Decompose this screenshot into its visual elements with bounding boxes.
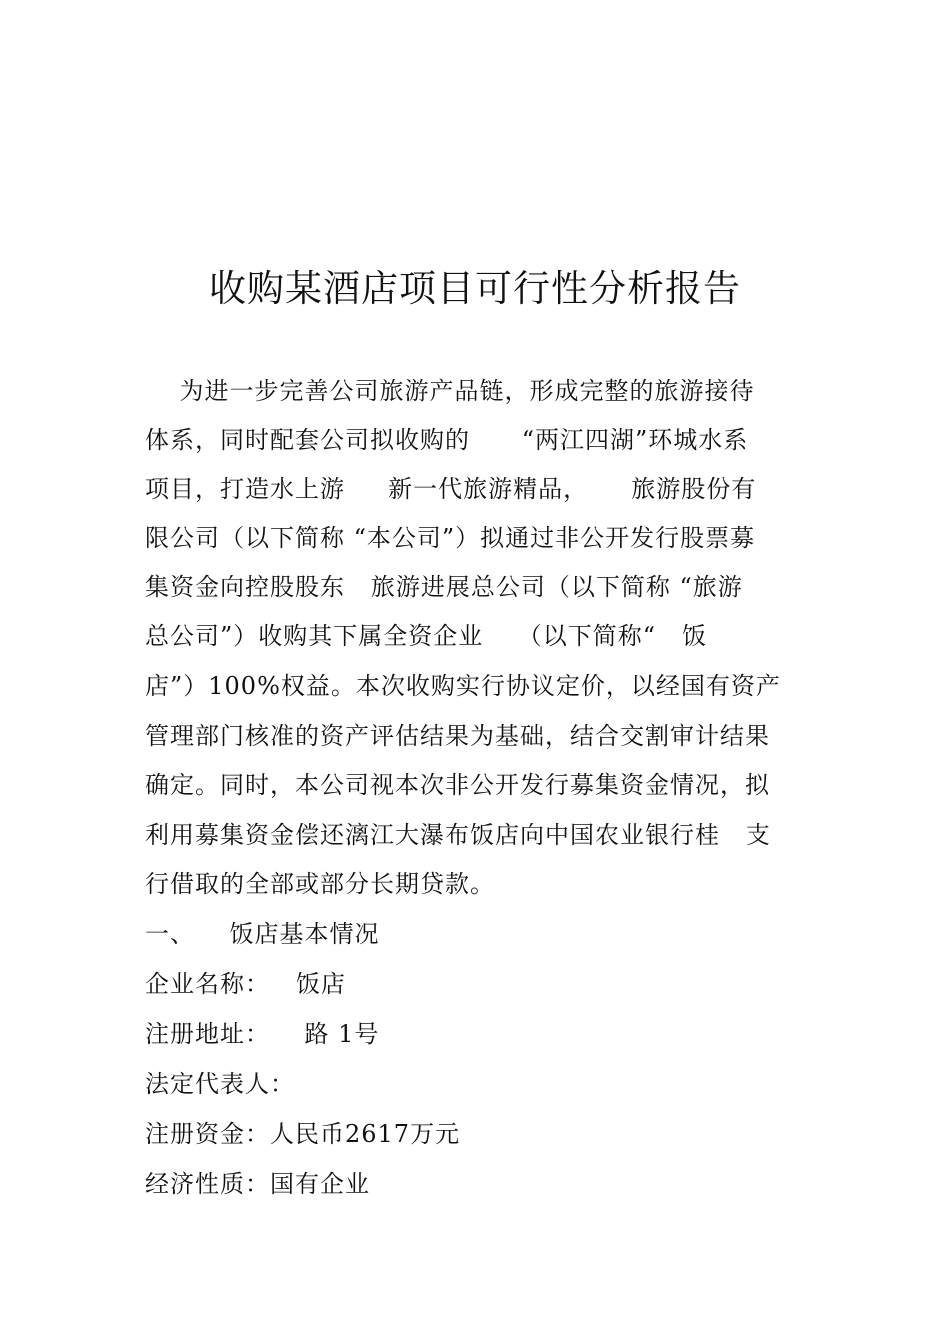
paragraph-line: 总公司”）收购其下属全资企业 （以下简称“ 饭 — [145, 622, 707, 650]
document-title: 收购某酒店项目可行性分析报告 — [209, 267, 741, 310]
paragraph-line: 店”）100%权益。本次收购实行协议定价，以经国有资产 — [145, 672, 781, 700]
info-line-economic-nature: 经济性质：国有企业 — [145, 1170, 370, 1198]
paragraph-line: 体系，同时配套公司拟收购的 “两江四湖”环城水系 — [145, 426, 749, 454]
paragraph-line: 确定。同时，本公司视本次非公开发行募集资金情况，拟 — [145, 771, 770, 799]
paragraph-line: 项目，打造水上游 新一代旅游精品， 旅游股份有 — [145, 475, 757, 503]
section-heading: 一、 饭店基本情况 — [145, 920, 380, 948]
info-line-legal-representative: 法定代表人： — [145, 1070, 295, 1098]
paragraph-line: 为进一步完善公司旅游产品链，形成完整的旅游接待 — [145, 377, 755, 405]
paragraph-line: 限公司（以下简称 “本公司”）拟通过非公开发行股票募 — [145, 524, 756, 552]
info-line-registered-capital: 注册资金：人民币2617万元 — [145, 1120, 461, 1148]
paragraph-line: 利用募集资金偿还漓江大瀑布饭店向中国农业银行桂 支 — [145, 821, 771, 849]
paragraph-line: 管理部门核准的资产评估结果为基础，结合交割审计结果 — [145, 722, 770, 750]
info-line-registered-address: 注册地址： 路 1号 — [145, 1020, 380, 1048]
paragraph-line: 行借取的全部或部分长期贷款。 — [145, 870, 495, 898]
paragraph-line: 集资金向控股股东 旅游进展总公司（以下简称 “旅游 — [145, 573, 743, 601]
info-line-company-name: 企业名称： 饭店 — [145, 970, 346, 998]
